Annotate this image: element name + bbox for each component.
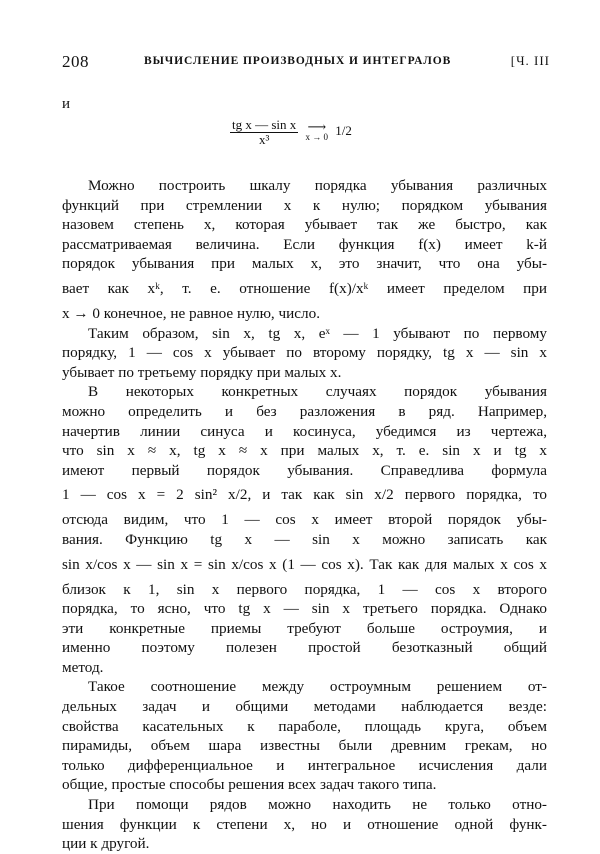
text-line: что sin x ≈ x, tg x ≈ x при малых x, т. е. sin x и tg x bbox=[62, 442, 547, 460]
text-line: функций при стремлении x к нулю; порядком убывания bbox=[62, 196, 547, 214]
text-line: имеют первый порядок убывания. Справедлива формула bbox=[62, 461, 547, 479]
paragraph-2 bbox=[62, 324, 547, 383]
text-line: можно определить и без разложения в ряд. Например, bbox=[62, 402, 547, 420]
text-line: рассматриваемая величина. Если функция f(x) имеет k-й bbox=[62, 235, 547, 253]
text-line: вает как xᵏ, т. е. отношение f(x)/xᵏ имеет пределом при bbox=[62, 279, 547, 297]
text-line: метод. bbox=[62, 658, 104, 676]
formula-denominator: x³ bbox=[258, 131, 270, 147]
page-header bbox=[62, 52, 550, 72]
text-line: Таким образом, sin x, tg x, eˣ — 1 убывают по первому bbox=[88, 324, 547, 342]
limit-formula bbox=[230, 118, 380, 158]
text-line: 1 — cos x = 2 sin² x/2, и так как sin x/2 первого порядка, то bbox=[62, 486, 547, 504]
text-line: эти конкретные приемы требуют больше остроумия, и bbox=[62, 619, 547, 637]
text-line: Такое соотношение между остроумным решением от- bbox=[88, 678, 547, 696]
text-line: sin x/cos x — sin x = sin x/cos x (1 — cos x). Так как для малых x cos x bbox=[62, 555, 547, 573]
text-line: ции к другой. bbox=[62, 835, 150, 853]
text-line: x → 0 конечное, не равное нулю, число. bbox=[62, 304, 321, 322]
formula-result: 1/2 bbox=[335, 123, 352, 139]
text-line: свойства касательных к параболе, площадь круга, объем bbox=[62, 717, 547, 735]
text-line: убывает по третьему порядку при малых x. bbox=[62, 363, 342, 381]
paragraph-4 bbox=[62, 677, 547, 795]
text-line: порядку, 1 — cos x убывает по второму порядку, tg x — sin x bbox=[62, 344, 547, 362]
text-line: При помощи рядов можно находить не только отно- bbox=[88, 796, 547, 814]
text-line: дельных задач и общими методами наблюдается везде: bbox=[62, 698, 547, 716]
text-line: порядка, то ясно, что tg x — sin x третьего порядка. Однако bbox=[62, 600, 547, 618]
text-line: только дифференциальное и интегральное исчисления дали bbox=[62, 756, 547, 774]
limit-arrow: ⟶ x → 0 bbox=[305, 119, 329, 143]
text-line: начертив линии синуса и косинуса, убедимся из чертежа, bbox=[62, 422, 547, 440]
paragraph-3 bbox=[62, 382, 547, 677]
text-line: близок к 1, sin x первого порядка, 1 — cos x второго bbox=[62, 580, 547, 598]
text-line: порядок убывания при малых x, это значит, что она убы- bbox=[62, 255, 547, 273]
text-line: пирамиды, объем шара известны были древним грекам, но bbox=[62, 737, 547, 755]
chapter-label: [Ч. III bbox=[510, 53, 550, 68]
body-text bbox=[62, 176, 547, 854]
paragraph-5 bbox=[62, 795, 547, 854]
text-line: вания. Функцию tg x — sin x можно записать как bbox=[62, 530, 547, 548]
formula-numerator: tg x — sin x bbox=[232, 117, 297, 132]
paragraph-1 bbox=[62, 176, 547, 324]
text-line: В некоторых конкретных случаях порядок убывания bbox=[88, 383, 547, 401]
text-line: Можно построить шкалу порядка убывания различных bbox=[88, 177, 547, 194]
text-line: отсюда видим, что 1 — cos x имеет второй порядок убы- bbox=[62, 511, 547, 529]
formula-fraction bbox=[230, 118, 298, 146]
running-title: ВЫЧИСЛЕНИЕ ПРОИЗВОДНЫХ И ИНТЕГРАЛОВ bbox=[144, 55, 452, 67]
intro-word: и bbox=[62, 96, 71, 112]
text-line: шения функции к степени x, но и отношение одной функ- bbox=[62, 815, 547, 833]
text-line: назовем степень x, которая убывает так же быстро, как bbox=[62, 216, 547, 234]
page-number: 208 bbox=[62, 52, 89, 71]
limit-arrow-label: x → 0 bbox=[305, 132, 329, 143]
text-line: именно поэтому полезен простой безотказный общий bbox=[62, 639, 547, 657]
text-line: общие, простые способы решения всех задач такого типа. bbox=[62, 776, 437, 794]
